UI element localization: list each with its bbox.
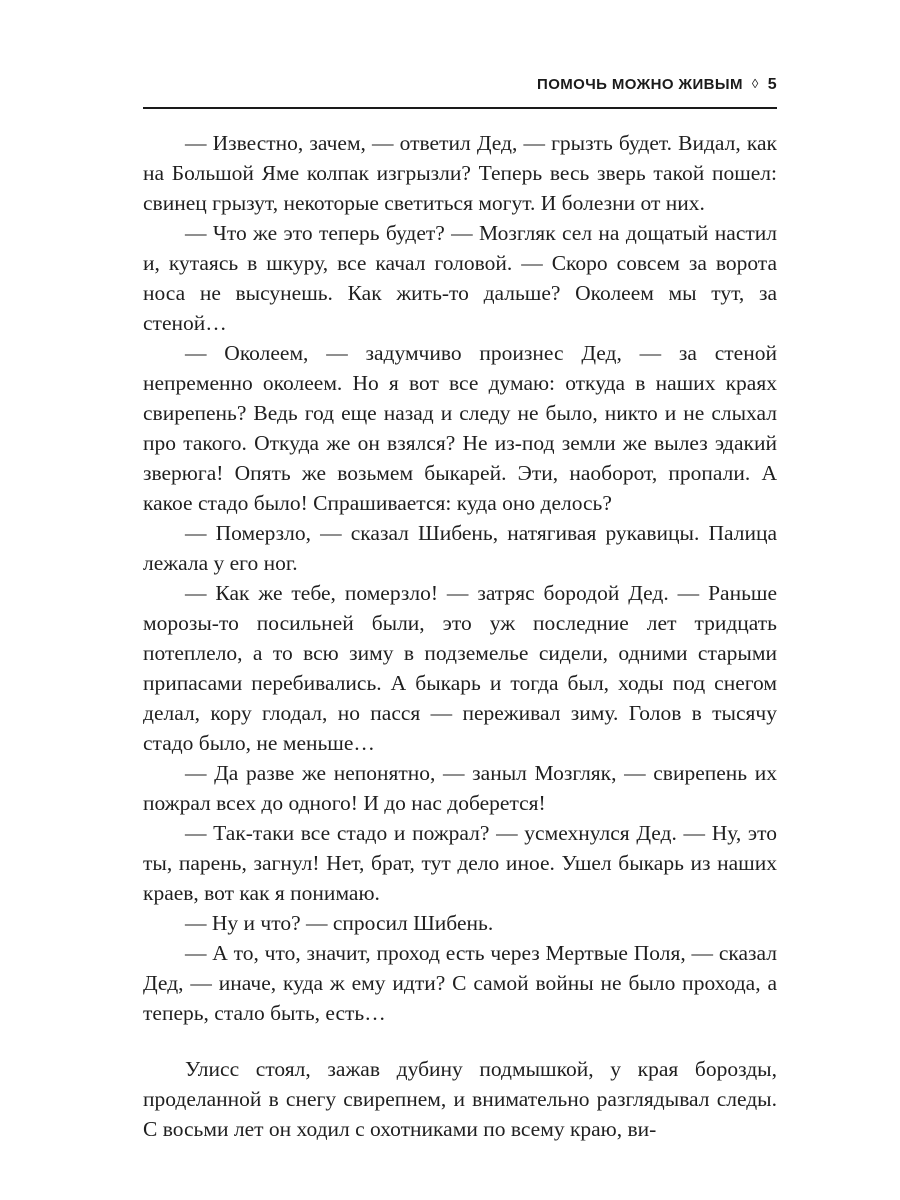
paragraph: — Так-таки все стадо и пожрал? — усмехнулся Дед. — Ну, это ты, парень, загнул! Нет, брат, тут дело иное. Ушел быкарь из наших краев, вот как я понимаю. — [143, 821, 777, 905]
running-title: ПОМОЧЬ МОЖНО ЖИВЫМ — [537, 76, 743, 93]
paragraph: — Да разве же непонятно, — заныл Мозгляк, — свирепень их пожрал всех до одного! И до нас доберется! — [143, 761, 777, 815]
body-text — [143, 128, 777, 1144]
paragraph: — Известно, зачем, — ответил Дед, — грызть будет. Видал, как на Большой Яме колпак изгрызли? Теперь весь зверь такой пошел: свинец грызут, некоторые светиться могут. И болезни от них. — [143, 131, 777, 215]
paragraph: — Что же это теперь будет? — Мозгляк сел на дощатый настил и, кутаясь в шкуру, все качал головой. — Скоро совсем за ворота носа не высунешь. Как жить-то дальше? Околеем мы тут, за стеной… — [143, 221, 777, 335]
running-header — [143, 76, 777, 107]
paragraph: — Ну и что? — спросил Шибень. — [185, 911, 494, 935]
paragraph: — Околеем, — задумчиво произнес Дед, — за стеной непременно околеем. Но я вот все думаю: откуда в наших краях свирепень? Ведь год еще назад и следу не было, никто и не слыхал про такого. Откуда же он взялся? Не из-под земли же вылез эдакий зверюга! Опять же возьмем быкарей. Эти, наоборот, пропали. А какое стадо было! Спрашивается: куда оно делось? — [143, 341, 777, 515]
book-page — [143, 76, 777, 1144]
header-rule — [143, 107, 777, 109]
paragraph: — А то, что, значит, проход есть через Мертвые Поля, — сказал Дед, — иначе, куда ж ему идти? С самой войны не было прохода, а теперь, стало быть, есть… — [143, 941, 777, 1025]
paragraph: — Померзло, — сказал Шибень, натягивая рукавицы. Палица лежала у его ног. — [143, 521, 777, 575]
paragraph: Улисс стоял, зажав дубину подмышкой, у края борозды, проделанной в снегу свирепнем, и внимательно разглядывал следы. С восьми лет он ходил с охотниками по всему краю, ви- — [143, 1057, 777, 1141]
paragraph: — Как же тебе, померзло! — затряс бородой Дед. — Раньше морозы-то посильней были, это уж последние лет тридцать потеплело, а то всю зиму в подземелье сидели, одними старыми припасами перебивались. А быкарь и тогда был, ходы под снегом делал, кору глодал, но пасся — переживал зиму. Голов в тысячу стадо было, не меньше… — [143, 581, 777, 755]
diamond-separator-icon: ◊ — [751, 76, 759, 91]
page-number: 5 — [767, 76, 777, 93]
